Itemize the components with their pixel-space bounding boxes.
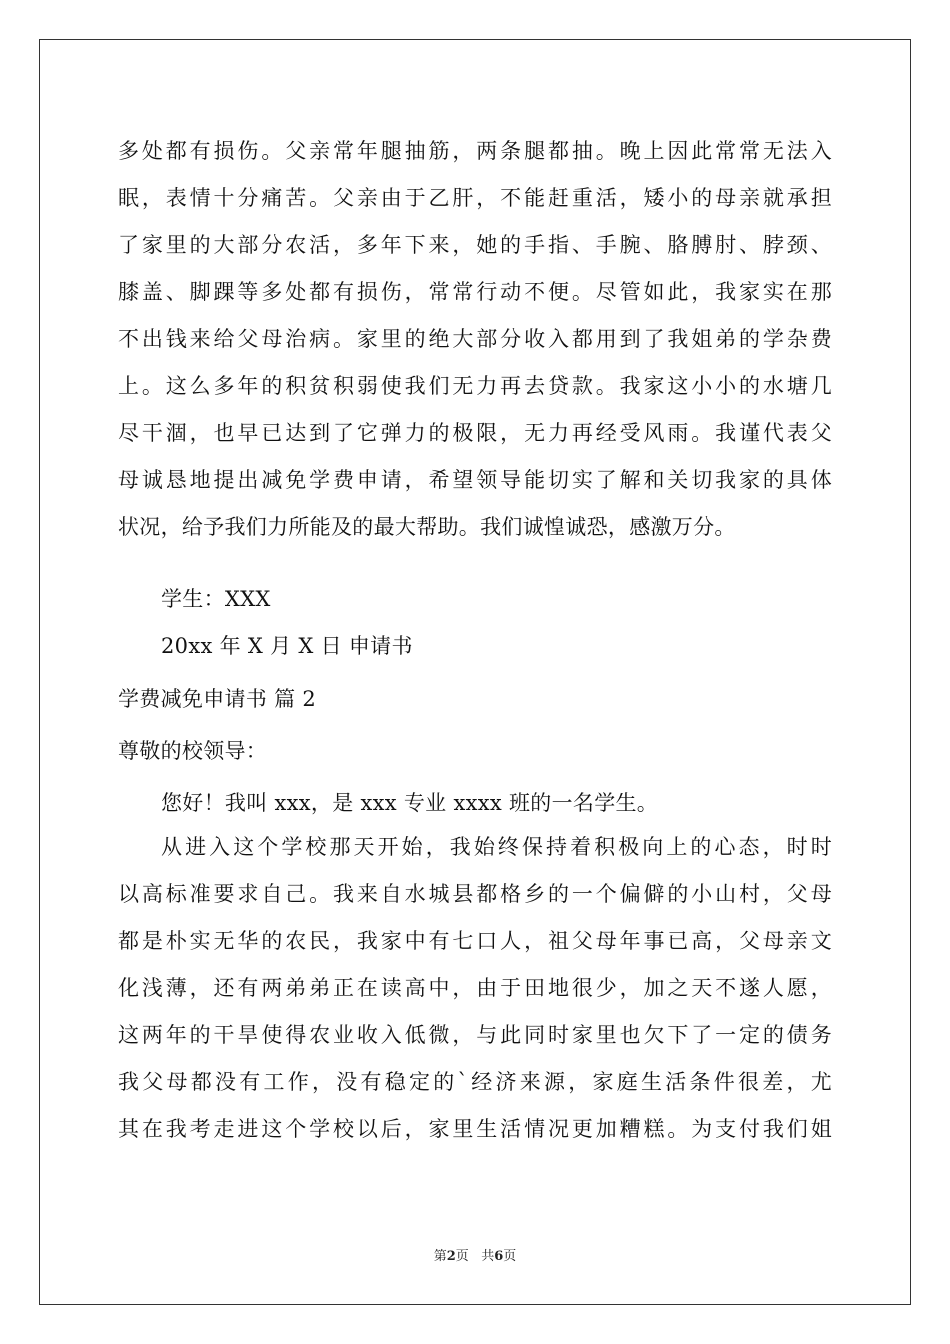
greeting-line: 您好！我叫 xxx，是 xxx 专业 xxxx 班的一名学生。 xyxy=(161,791,659,815)
paragraph-line: 都是朴实无华的农民，我家中有七口人，祖父母年事已高，父母亲文 xyxy=(118,929,832,953)
paragraph-line: 以高标准要求自己。我来自水城县都格乡的一个偏僻的小山村，父母 xyxy=(118,882,832,906)
page-suffix: 页 xyxy=(455,1249,469,1264)
paragraph-line: 状况，给予我们力所能及的最大帮助。我们诚惶诚恐，感激万分。 xyxy=(118,515,736,539)
total-pages: 6 xyxy=(494,1249,504,1264)
paragraph-line: 膝盖、脚踝等多处都有损伤，常常行动不便。尽管如此，我家实在那 xyxy=(118,280,832,304)
paragraph-line: 上。这么多年的积贫积弱使我们无力再去贷款。我家这小小的水塘几 xyxy=(118,374,832,398)
salutation: 尊敬的校领导： xyxy=(118,739,268,763)
paragraph-line: 多处都有损伤。父亲常年腿抽筋，两条腿都抽。晚上因此常常无法入 xyxy=(118,139,832,163)
paragraph-line: 化浅薄，还有两弟弟正在读高中，由于田地很少，加之天不遂人愿， xyxy=(118,976,832,1000)
page-number: 2 xyxy=(446,1249,456,1264)
signature-student: 学生：XXX xyxy=(161,587,271,611)
section-heading: 学费减免申请书 篇 2 xyxy=(118,687,317,711)
paragraph-line: 母诚恳地提出减免学费申请，希望领导能切实了解和关切我家的具体 xyxy=(118,468,832,492)
signature-date: 20xx 年 X 月 X 日 申请书 xyxy=(161,634,413,658)
page-prefix: 第 xyxy=(433,1249,447,1264)
total-prefix: 共 xyxy=(481,1249,495,1264)
page-footer xyxy=(0,1248,950,1266)
paragraph-line: 眠，表情十分痛苦。父亲由于乙肝，不能赶重活，矮小的母亲就承担 xyxy=(118,186,832,210)
paragraph-line: 我父母都没有工作，没有稳定的`经济来源，家庭生活条件很差，尤 xyxy=(118,1070,832,1094)
paragraph-line: 这两年的干旱使得农业收入低微，与此同时家里也欠下了一定的债务 xyxy=(118,1023,832,1047)
paragraph-line: 从进入这个学校那天开始，我始终保持着积极向上的心态，时时 xyxy=(161,835,832,859)
paragraph-line: 了家里的大部分农活，多年下来，她的手指、手腕、胳膊肘、脖颈、 xyxy=(118,233,832,257)
paragraph-line: 尽干涸，也早已达到了它弹力的极限，无力再经受风雨。我谨代表父 xyxy=(118,421,832,445)
paragraph-line: 不出钱来给父母治病。家里的绝大部分收入都用到了我姐弟的学杂费 xyxy=(118,327,832,351)
total-suffix: 页 xyxy=(503,1249,517,1264)
paragraph-line: 其在我考走进这个学校以后，家里生活情况更加糟糕。为支付我们姐 xyxy=(118,1117,832,1141)
